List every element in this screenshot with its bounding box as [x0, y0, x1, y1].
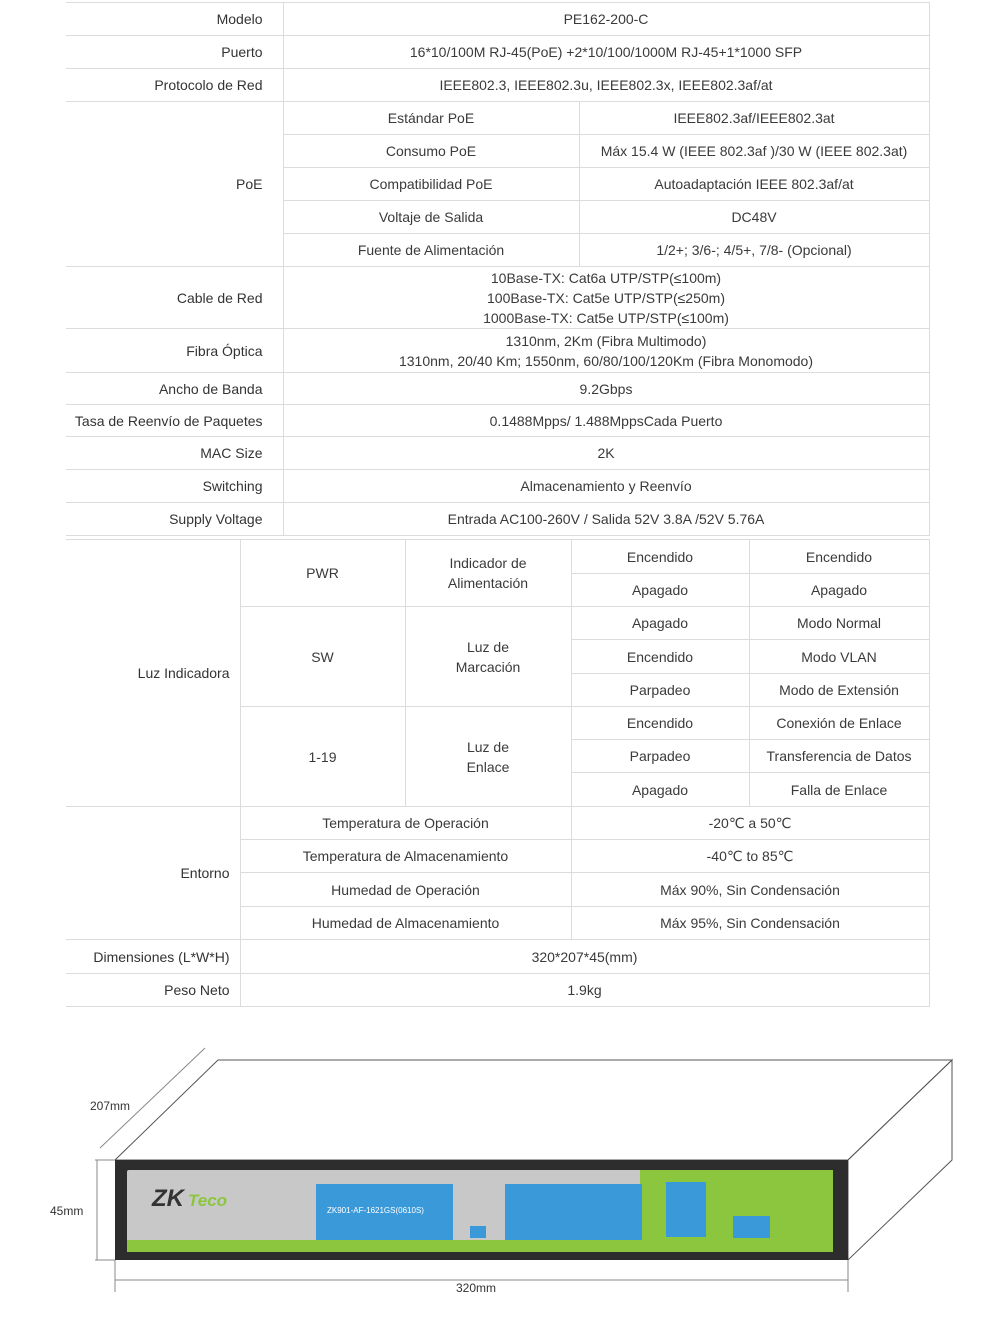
row-value: IEEE802.3, IEEE802.3u, IEEE802.3x, IEEE802.3af/at: [283, 69, 929, 102]
row-label: Supply Voltage: [66, 503, 283, 536]
env-item-name: Humedad de Operación: [240, 873, 571, 907]
device-top-face: [115, 1060, 952, 1160]
poe-item-value: IEEE802.3af/IEEE802.3at: [579, 102, 929, 135]
depth-label: 207mm: [90, 1099, 131, 1113]
table-row: [66, 437, 929, 470]
row-label: Tasa de Reenvío de Paquetes: [66, 405, 283, 437]
poe-item-name: Voltaje de Salida: [283, 201, 579, 234]
row-value: 9.2Gbps: [283, 373, 929, 405]
table-row: [66, 974, 929, 1007]
row-value: 0.1488Mpps/ 1.488MppsCada Puerto: [283, 405, 929, 437]
poe-item-name: Consumo PoE: [283, 135, 579, 168]
poe-label: PoE: [66, 102, 283, 267]
led-name: PWR: [240, 540, 405, 607]
env-item-name: Temperatura de Almacenamiento: [240, 840, 571, 873]
table-row: [66, 503, 929, 536]
poe-item-value: Autoadaptación IEEE 802.3af/at: [579, 168, 929, 201]
poe-item-name: Fuente de Alimentación: [283, 234, 579, 267]
env-item-value: -20℃ a 50℃: [571, 807, 929, 840]
fibra-value: [283, 329, 929, 373]
led-meaning: Falla de Enlace: [749, 773, 929, 807]
row-label: Switching: [66, 470, 283, 503]
led-meaning: Modo de Extensión: [749, 674, 929, 707]
table-row: [66, 470, 929, 503]
led-meaning: Modo VLAN: [749, 640, 929, 674]
poe-item-value: 1/2+; 3/6-; 4/5+, 7/8- (Opcional): [579, 234, 929, 267]
led-state: Parpadeo: [571, 740, 749, 773]
fibra-line: 1310nm, 20/40 Km; 1550nm, 60/80/100/120Km (Fibra Monomodo): [398, 352, 814, 369]
row-value: 2K: [283, 437, 929, 470]
cable-value: [283, 267, 929, 329]
model-plate: ZK901-AF-1621GS(0610S): [327, 1206, 424, 1215]
led-meaning: Transferencia de Datos: [749, 740, 929, 773]
row-value: Almacenamiento y Reenvío: [283, 470, 929, 503]
sfp-port: [666, 1182, 706, 1237]
table-row: [66, 36, 929, 69]
dimensions-value: 320*207*45(mm): [240, 940, 929, 974]
table-row: [66, 405, 929, 437]
table-row: [66, 940, 929, 974]
table-row: [66, 267, 929, 329]
brand-logo: ZK: [152, 1185, 184, 1212]
env-item-name: Temperatura de Operación: [240, 807, 571, 840]
row-label: Modelo: [66, 3, 283, 36]
led-state: Parpadeo: [571, 674, 749, 707]
row-value: Entrada AC100-260V / Salida 52V 3.8A /52V 5.76A: [283, 503, 929, 536]
row-label: Ancho de Banda: [66, 373, 283, 405]
device-side-face: [848, 1060, 952, 1260]
table-row: [66, 102, 929, 135]
led-state: Encendido: [571, 540, 749, 574]
led-name: SW: [240, 607, 405, 707]
env-item-value: Máx 90%, Sin Condensación: [571, 873, 929, 907]
led-function: Indicador de Alimentación: [405, 540, 571, 607]
led-meaning: Modo Normal: [749, 607, 929, 640]
weight-value: 1.9kg: [240, 974, 929, 1007]
table-row: [66, 540, 929, 574]
poe-item-name: Compatibilidad PoE: [283, 168, 579, 201]
cable-line: 100Base-TX: Cat5e UTP/STP(≤250m): [487, 289, 725, 306]
row-label: Protocolo de Red: [66, 69, 283, 102]
table-row: [66, 373, 929, 405]
row-label: MAC Size: [66, 437, 283, 470]
front-panel-strip: [127, 1240, 833, 1252]
led-env-table: [66, 539, 930, 1007]
led-function: Luz de Marcación: [405, 607, 571, 707]
depth-line: [100, 1048, 205, 1148]
led-state: Encendido: [571, 640, 749, 674]
width-label: 320mm: [456, 1281, 497, 1295]
table-row: [66, 69, 929, 102]
poe-item-name: Estándar PoE: [283, 102, 579, 135]
led-state: Encendido: [571, 707, 749, 740]
led-state: Apagado: [571, 574, 749, 607]
env-item-name: Humedad de Almacenamiento: [240, 907, 571, 940]
fibra-line: 1310nm, 2Km (Fibra Multimodo): [505, 332, 707, 349]
weight-label: Peso Neto: [66, 974, 240, 1007]
dimensions-label: Dimensiones (L*W*H): [66, 940, 240, 974]
cable-line: 10Base-TX: Cat6a UTP/STP(≤100m): [490, 269, 722, 286]
poe-item-value: DC48V: [579, 201, 929, 234]
device-diagram: [0, 1030, 1000, 1320]
poe-item-value: Máx 15.4 W (IEEE 802.3af )/30 W (IEEE 802.3at): [579, 135, 929, 168]
small-port: [470, 1226, 486, 1238]
led-state: Apagado: [571, 607, 749, 640]
spec-table: [66, 2, 930, 536]
led-function: Luz de Enlace: [405, 707, 571, 807]
row-label: Puerto: [66, 36, 283, 69]
cable-line: 1000Base-TX: Cat5e UTP/STP(≤100m): [483, 309, 729, 326]
env-item-value: -40℃ to 85℃: [571, 840, 929, 873]
uplink-port: [733, 1216, 770, 1238]
led-meaning: Apagado: [749, 574, 929, 607]
row-value: 16*10/100M RJ-45(PoE) +2*10/100/1000M RJ-45+1*1000 SFP: [283, 36, 929, 69]
table-row: [66, 329, 929, 373]
led-name: 1-19: [240, 707, 405, 807]
led-label: Luz Indicadora: [66, 540, 240, 807]
table-row: [66, 3, 929, 36]
fibra-label: Fibra Óptica: [66, 329, 283, 373]
table-row: [66, 807, 929, 840]
port-block-right: [505, 1184, 642, 1240]
env-item-value: Máx 95%, Sin Condensación: [571, 907, 929, 940]
cable-label: Cable de Red: [66, 267, 283, 329]
led-meaning: Conexión de Enlace: [749, 707, 929, 740]
height-label: 45mm: [50, 1204, 84, 1218]
led-meaning: Encendido: [749, 540, 929, 574]
env-label: Entorno: [66, 807, 240, 940]
row-value: PE162-200-C: [283, 3, 929, 36]
led-state: Apagado: [571, 773, 749, 807]
brand-logo-suffix: Teco: [188, 1191, 228, 1210]
